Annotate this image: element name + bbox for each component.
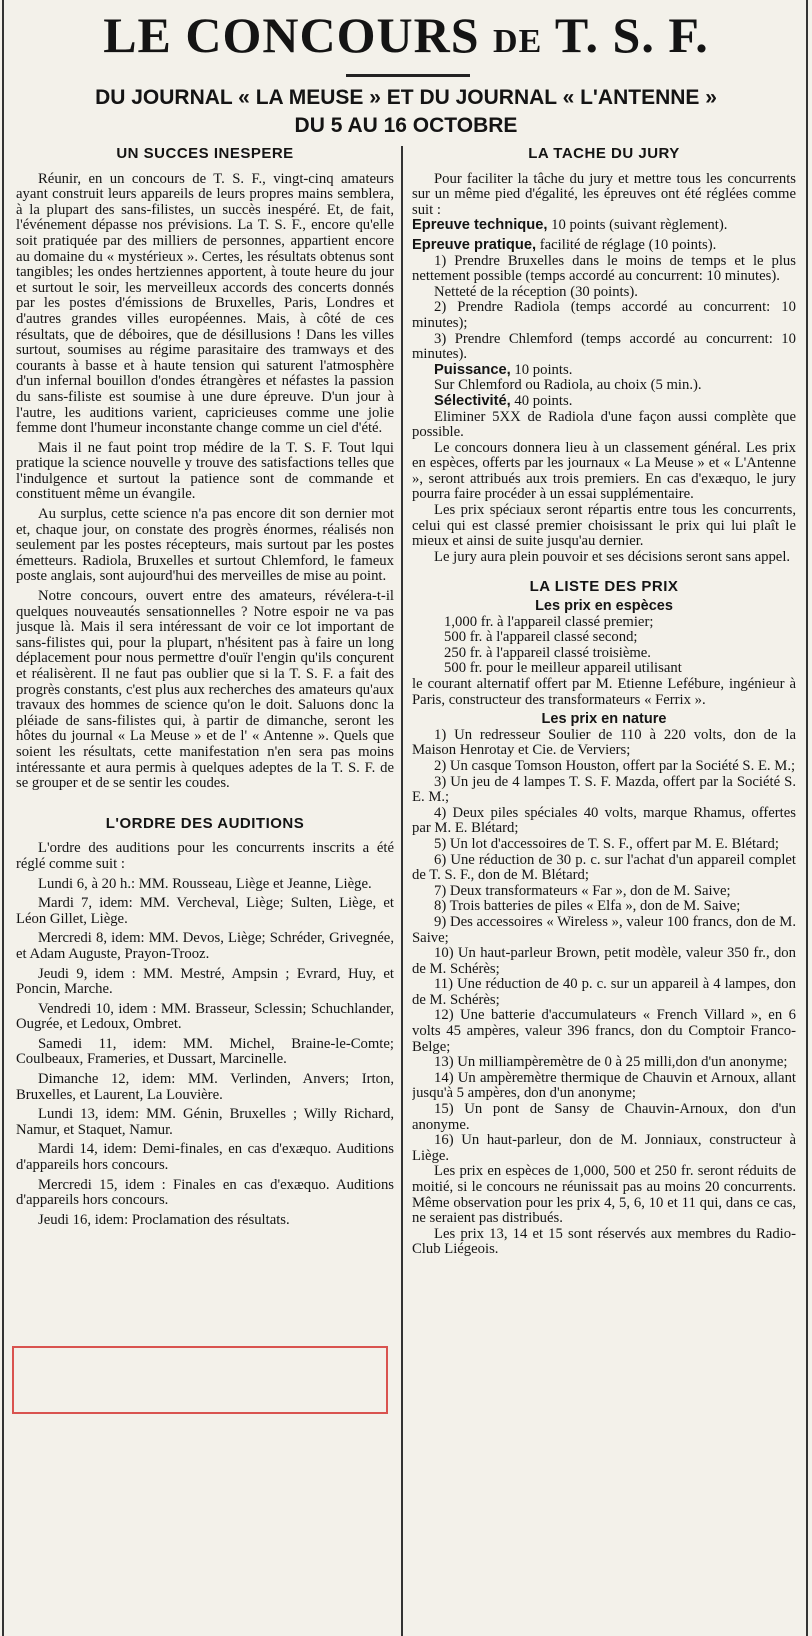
epreuve-pratique bbox=[412, 238, 796, 254]
epreuve-technique-text: 10 points (suivant règlement). bbox=[547, 217, 728, 234]
subtitle-line-1: DU JOURNAL « LA MEUSE » ET DU JOURNAL « L'ANTENNE » bbox=[95, 86, 717, 109]
masthead-word-de: DE bbox=[493, 23, 543, 60]
epreuve-technique-label: Epreuve technique, bbox=[412, 217, 548, 234]
prize-cash-continued: le courant alternatif offert par M. Etienne Lefébure, ingénieur à Paris, constructeur des transformateurs « Ferrix ». bbox=[412, 676, 796, 708]
schedule-item: Mercredi 15, idem : Finales en cas d'exæquo. Auditions d'appareils hors concours. bbox=[16, 1176, 394, 1209]
epreuve-technique bbox=[412, 218, 796, 234]
puissance bbox=[412, 363, 796, 379]
jury-item: Netteté de la réception (30 points). bbox=[434, 283, 638, 300]
prize-nature-item: 7) Deux transformateurs « Far », don de M. Saive; bbox=[434, 882, 731, 899]
right-column bbox=[412, 146, 796, 1636]
masthead-word-tsf: T. S. F. bbox=[554, 7, 709, 63]
epreuve-pratique-text: facilité de réglage (10 points). bbox=[536, 236, 717, 253]
article-paragraph: Au surplus, cette science n'a pas encore dit son dernier mot et, chaque jour, on constate des progrès énormes, réalisés non seulement par les postes récepteurs, mais surtout par les postes émetteurs. Radiola, Bruxelles et surtout Chlemford, le fameux poste anglais, sont aujourd'hui des merveilles de mise au point. bbox=[16, 506, 394, 585]
article-paragraph: Notre concours, ouvert entre des amateurs, révélera-t-il quelques nouveautés sensationnelles ? Notre espoir ne va pas jusque là. Mais il sera intéressant de voir ce lot important de sans-filistes qui, pour la plupart, n'hésitent pas à faire un long déplacement pour nous permettre d'ouïr l'engin qu'ils conçurent et réalisèrent. Il ne faut pas oublier que si la T. S. F. a fait des progrès constants, c'est plus aux recherches des amateurs qu'aux travaux des hommes de science qu'on le doit. Saluons donc la pléiade de sans-filistes qui, à partir de dimanche, seront les hôtes du journal « La Meuse » et de l' « Antenne ». Quels que soient les résultats, cette manifestation n'en sera pas moins intéressante et aura permis à quelques adeptes de la T. S. F. de se grouper et de se sentir les coudes. bbox=[16, 588, 394, 792]
prize-nature-item: 3) Un jeu de 4 lampes T. S. F. Mazda, offert par la Société S. E. M.; bbox=[412, 773, 796, 806]
subtitle-line-2: DU 5 AU 16 OCTOBRE bbox=[294, 114, 518, 137]
column-divider bbox=[401, 146, 403, 1636]
prize-nature-item: 15) Un pont de Sansy de Chauvin-Arnoux, don d'un anonyme. bbox=[412, 1101, 796, 1133]
subsection-title-nature: Les prix en nature bbox=[541, 711, 667, 728]
prize-nature-item: 6) Une réduction de 30 p. c. sur l'achat d'un appareil complet de T. S. F., don de M. Blétard; bbox=[412, 851, 796, 884]
selectivite-detail: Eliminer 5XX de Radiola d'une façon aussi complète que possible. bbox=[412, 408, 796, 441]
schedule-item: Jeudi 9, idem : MM. Mestré, Ampsin ; Evrard, Huy, et Poncin, Marche. bbox=[16, 965, 394, 998]
jury-intro: Pour faciliter la tâche du jury et mettre tous les concurrents sur un même pied d'égalité, les épreuves ont été réglées comme suit : bbox=[412, 170, 796, 218]
section-title-prix: LA LISTE DES PRIX bbox=[529, 578, 679, 596]
left-border-rule bbox=[2, 0, 4, 1636]
schedule-item: Dimanche 12, idem: MM. Verlinden, Anvers; Irton, Bruxelles, et Laurent, La Louvière. bbox=[16, 1071, 394, 1103]
masthead bbox=[10, 4, 802, 66]
section-title-auditions: L'ORDRE DES AUDITIONS bbox=[105, 814, 305, 832]
prize-cash-item: 1,000 fr. à l'appareil classé premier; bbox=[444, 613, 654, 630]
prize-nature-item: 5) Un lot d'accessoires de T. S. F., offert par M. E. Blétard; bbox=[434, 835, 779, 852]
puissance-text: 10 points. bbox=[510, 361, 573, 378]
jury-item: 3) Prendre Chlemford (temps accordé au concurrent: 10 minutes). bbox=[412, 330, 796, 363]
prize-nature-item: 8) Trois batteries de piles « Elfa », don de M. Saive; bbox=[434, 898, 741, 915]
epreuve-pratique-label: Epreuve pratique, bbox=[412, 236, 537, 253]
schedule-item: Mardi 7, idem: MM. Vercheval, Liège; Sulten, Liège, et Léon Gillet, Liège. bbox=[16, 895, 394, 927]
highlight-box-samedi bbox=[12, 1346, 388, 1414]
jury-item: 1) Prendre Bruxelles dans le moins de temps et le plus nettement possible (temps accordé au concurrent: 10 minutes). bbox=[412, 252, 796, 285]
final-paragraph: Les prix 13, 14 et 15 sont réservés aux membres du Radio-Club Liégeois. bbox=[412, 1225, 796, 1258]
masthead-word-le: LE bbox=[103, 7, 172, 63]
schedule-item: Lundi 13, idem: MM. Génin, Bruxelles ; Willy Richard, Namur, et Staquet, Namur. bbox=[16, 1106, 394, 1138]
article-paragraph: Mais il ne faut point trop médire de la T. S. F. Tout lqui pratique la science nouvelle y trouve des satisfactions telles que l'indulgence et surtout la patience sont de commande et constituent même un évangile. bbox=[16, 439, 394, 503]
classement-paragraph: Le concours donnera lieu à un classement général. Les prix en espèces, offerts par les journaux « La Meuse » et « L'Antenne », seront attribués aux trois premiers. En cas d'exæquo, le jury pourra faire procéder à un essai supplémentaire. bbox=[412, 439, 796, 503]
prize-cash-item: 500 fr. à l'appareil classé second; bbox=[444, 629, 638, 646]
schedule-item: Mercredi 8, idem: MM. Devos, Liège; Schréder, Grivegnée, et Adam Auguste, Prayon-Trooz. bbox=[16, 930, 394, 962]
jury-item: 2) Prendre Radiola (temps accordé au concurrent: 10 minutes); bbox=[412, 299, 796, 331]
prize-cash-item: 250 fr. à l'appareil classé troisième. bbox=[444, 644, 651, 661]
prize-nature-item: 1) Un redresseur Soulier de 110 à 220 volts, don de la Maison Henrotay et Cie. de Verviers; bbox=[412, 726, 796, 759]
selectivite-text: 40 points. bbox=[510, 392, 573, 409]
article-paragraph: Réunir, en un concours de T. S. F., vingt-cinq amateurs ayant construit leurs appareils de leurs propres mains semblera, à la plupart des sans-filistes, un succès inespéré. Et, de fait, l'événement dépasse nos prévisions. La T. S. F., encore qu'elle soit pratiquée par des milliers de personnes, appartient encore au domaine du « mystérieux ». Certes, les résultats obtenus sont tangibles; les ondes hertziennes apportent, à toute heure du jour et surtout le soir, les merveilleux accords des concerts donnés par les postes d'émissions de Bruxelles, Paris, Londres et d'autres grandes villes européennes. Mais, à côté de ces résultats, que de déboires, que de désillusions ! Dans les villes surtout, soumises au régime parasitaire des tramways et des courants à basse et à haute tension qui saturent l'atmosphère d'un infernal bouillon d'ondes étrangères et néfastes la passion du sans-filiste est soumise à une dure épreuve. D'un jour à l'autre, les auditions varient, capricieuses comme une jolie femme dont l'humeur inconstante change comme un ciel d'été. bbox=[16, 170, 394, 437]
auditions-intro: L'ordre des auditions pour les concurrents inscrits a été réglé comme suit : bbox=[16, 840, 394, 872]
prize-nature-item: 2) Un casque Tomson Houston, offert par la Société S. E. M.; bbox=[434, 757, 796, 774]
puissance-label: Puissance, bbox=[434, 361, 511, 378]
jury-pouvoir-paragraph: Le jury aura plein pouvoir et ses décisions seront sans appel. bbox=[434, 548, 791, 565]
right-border-rule bbox=[806, 0, 808, 1636]
masthead-word-concours: CONCOURS bbox=[185, 7, 480, 63]
puissance-detail: Sur Chlemford ou Radiola, au choix (5 min.). bbox=[434, 377, 702, 394]
prize-nature-item: 13) Un milliampèremètre de 0 à 25 milli,don d'un anonyme; bbox=[434, 1054, 788, 1071]
schedule-item: Jeudi 16, idem: Proclamation des résultats. bbox=[38, 1211, 290, 1228]
prize-cash-item: 500 fr. pour le meilleur appareil utilisant bbox=[444, 660, 682, 677]
prize-nature-item: 14) Un ampèremètre thermique de Chauvin et Arnoux, allant jusqu'à 5 ampères, don d'un anonyme; bbox=[412, 1069, 796, 1102]
section-title-jury: LA TACHE DU JURY bbox=[528, 146, 680, 162]
subsection-title-especes: Les prix en espèces bbox=[535, 598, 673, 615]
prize-nature-item: 9) Des accessoires « Wireless », valeur 100 francs, don de M. Saive; bbox=[412, 913, 796, 946]
prize-nature-item: 16) Un haut-parleur, don de M. Jonniaux, constructeur à Liège. bbox=[412, 1132, 796, 1164]
final-paragraph: Les prix en espèces de 1,000, 500 et 250 fr. seront réduits de moitié, si le concours ne réunissait pas au moins 20 concurrents. Même observation pour les prix 4, 5, 6, 10 et 11 qui, dans ce cas, ne seraient pas distribués. bbox=[412, 1163, 796, 1227]
masthead-divider bbox=[346, 74, 470, 77]
schedule-item: Vendredi 10, idem : MM. Brasseur, Sclessin; Schuchlander, Ougrée, et Ledoux, Ombret. bbox=[16, 1000, 394, 1033]
prize-nature-item: 10) Un haut-parleur Brown, petit modèle, valeur 350 fr., don de M. Schérès; bbox=[412, 945, 796, 977]
schedule-item-highlighted: Samedi 11, idem: MM. Michel, Braine-le-Comte; Coulbeaux, Frameries, et Dussart, Marcinelle. bbox=[16, 1035, 394, 1068]
schedule-item: Mardi 14, idem: Demi-finales, en cas d'exæquo. Auditions d'appareils hors concours. bbox=[16, 1141, 394, 1174]
prize-nature-item: 12) Une batterie d'accumulateurs « French Villard », en 6 volts 45 ampères, valeur 396 francs, don du Comptoir Franco-Belge; bbox=[412, 1007, 796, 1055]
selectivite bbox=[412, 394, 796, 410]
section-title-succes: UN SUCCES INESPERE bbox=[116, 146, 294, 162]
prix-speciaux-paragraph: Les prix spéciaux seront répartis entre tous les concurrents, celui qui est classé premier choisissant le prix qui lui plaît le mieux et ainsi de suite jusqu'au dernier. bbox=[412, 502, 796, 550]
selectivite-label: Sélectivité, bbox=[434, 392, 511, 409]
prize-nature-item: 4) Deux piles spéciales 40 volts, marque Rhamus, offertes par M. E. Blétard; bbox=[412, 804, 796, 837]
prize-nature-item: 11) Une réduction de 40 p. c. sur un appareil à 4 lampes, don de M. Schérès; bbox=[412, 976, 796, 1008]
schedule-item: Lundi 6, à 20 h.: MM. Rousseau, Liège et Jeanne, Liège. bbox=[38, 875, 372, 892]
